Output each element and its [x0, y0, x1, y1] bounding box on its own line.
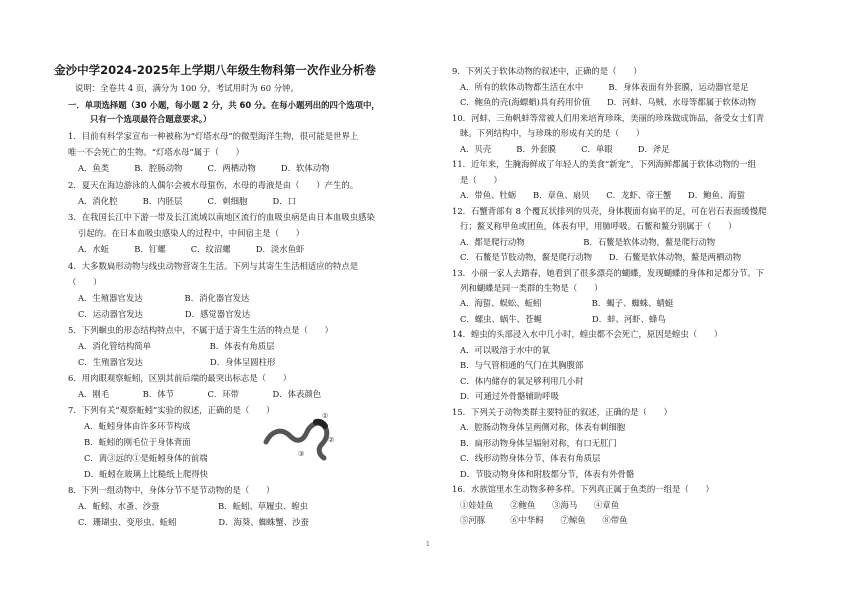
earthworm-figure [258, 412, 338, 464]
left-column-line: C．离③远的①是蚯蚓身体的前端 [84, 453, 208, 463]
right-column-line: 16．水族馆里水生动物多种多样。下列真正属于鱼类的一组是（ ） [452, 484, 714, 494]
left-column-line: 引起的。在日本血吸虫感染人的过程中，中间宿主是（ ） [78, 228, 305, 238]
right-column-line: A．贝壳 B．外套膜 C．单眼 D．斧足 [460, 144, 670, 154]
right-column-line: ⑤河豚 ⑥中华鲟 ⑦鲸鱼 ⑧带鱼 [460, 515, 628, 525]
left-column-line: A．刚毛 B．体节 C．环带 D．体表颜色 [78, 389, 322, 399]
left-column-line: C．生殖器官发达 D．身体呈圆柱形 [78, 357, 276, 367]
right-column-line: C．石鳖是节肢动物，鳌是爬行动物 D．石鳖是软体动物，鳌是两栖动物 [460, 252, 742, 262]
right-column-line: 12．石蟹背部有 8 个覆瓦状排列的贝壳，身体腹面有扁平的足，可在岩石表面缓慢爬 [452, 206, 767, 216]
left-column-line: 5．下列蛔虫的形态结构特点中，不属于适于寄生生活的特点是（ ） [68, 325, 333, 335]
right-column-line: C．体内储存的氧足够利用几小时 [460, 376, 584, 386]
left-column-line: D．蚯蚓在玻璃上比糙纸上爬得快 [84, 469, 208, 479]
right-column-line: ①娃娃鱼 ②鲍鱼 ③海马 ④章鱼 [460, 500, 620, 510]
right-column-line: 15．下列关于动物类群主要特征的叙述，正确的是（ ） [452, 407, 673, 417]
right-column-line: A．带鱼、牡蛎 B．章鱼、扇贝 C．龙虾、帝王蟹 D．鲍鱼、海蜇 [460, 190, 745, 200]
left-column-line: 6．用肉眼观察蚯蚓，区别其前后端的最突出标志是（ ） [68, 373, 292, 383]
left-column-line: A．消化腔 B．内胚层 C．刺细胞 D．口 [78, 196, 296, 206]
right-column-line: 列和蝴蝶是同一类群的生物是（ ） [460, 283, 603, 293]
right-column-line: 13．小丽一家人去踏春，她看到了很多漂亮的蝴蝶，发现蝴蝶的身体和足都分节。下 [452, 268, 765, 278]
right-column-line: 10．河蚌、三角帆蚌等常被人们用来培育珍珠，美丽的珍珠做成饰品，备受女士们青 [452, 113, 765, 123]
figure-label-2: ② [328, 436, 335, 444]
left-column-line: C．运动器官发达 D．感觉器官发达 [78, 309, 251, 319]
right-column-line: B．扁形动物身体呈辐射对称，有口无肛门 [460, 438, 617, 448]
right-column-line: 11．近年来，生腌海鲜成了年轻人的美食“新宠”。下列海鲜都属于软体动物的一组 [452, 159, 756, 169]
figure-label-3: ③ [298, 450, 305, 458]
left-column-line: A．水蚯 B．钉螺 C．纹沼螺 D．淡水鱼虾 [78, 244, 305, 254]
right-column-line: 9．下列关于软体动物的叙述中，正确的是（ ） [452, 66, 642, 76]
right-column-line: A．腔肠动物身体呈两侧对称，体表有刺细胞 [460, 422, 626, 432]
left-column-line: A．生殖器官发达 B．消化器官发达 [78, 293, 250, 303]
right-column-line: A．所有的软体动物都生活在水中 B．身体表面有外套膜，运动器官是足 [460, 82, 749, 92]
left-column-line: A．蚯蚓、水蚤、沙蚕 B．蚯蚓、草履虫、蝗虫 [78, 501, 308, 511]
left-column-line: 7．下列有关“观察蚯蚓”实验的叙述，正确的是（ ） [68, 405, 275, 415]
left-column-line: 只有一个选项最符合题意要求。） [90, 114, 212, 124]
left-column-line: 1．目前有科学家宣布一种被称为“灯塔水母”的微型海洋生物，很可能是世界上 [68, 131, 359, 141]
left-column-line: 4．大多数扁形动物与线虫动物营寄生生活。下列与其寄生生活相适应的特点是 [68, 261, 359, 271]
earthworm-body [266, 423, 327, 458]
right-column-line: 14．蝗虫的头部浸入水中几小时，蝗虫都不会死亡，原因是蝗虫（ ） [452, 329, 723, 339]
left-column-line: 8．下列一组动物中，身体分节不是节动物的是（ ） [68, 485, 275, 495]
right-column-line: 睐。下列结构中，与珍珠的形成有关的是（ ） [460, 128, 645, 138]
left-column-line: A．消化管结构简单 B．体表有角质层 [78, 341, 275, 351]
left-column-line: C．珊瑚虫、变形虫、蚯蚓 D．海葵、蜘蛛蟹、沙蚕 [78, 517, 309, 527]
left-column-line: 3．在我国长江中下游一带及长江流域以南地区流行的血吸虫病是由日本血吸虫感染 [68, 212, 375, 222]
right-column-line: C．鲍鱼的壳(海螵蛸)具有药用价值 D．河蚌、乌贼、水母等都属于软体动物 [460, 97, 757, 107]
left-column-line: （ ） [68, 277, 102, 287]
left-column-line: 唯一不会死亡的生物。“灯塔水母”属于（ ） [68, 147, 245, 157]
right-column-line: C．螺虫、蜗牛、苍蝇 D．蚌、河虾、蜂鸟 [460, 314, 666, 324]
right-column-line: A．都是爬行动物 B．石鳖是软体动物，鳌是爬行动物 [460, 237, 716, 247]
page-number: 1 [426, 541, 430, 548]
right-column-line: 行；鳌叉称甲鱼或团鱼，体表有甲，用肺呼吸。石鳖和鳌分别属于（ ） [460, 221, 737, 231]
left-column-line: B．蚯蚓的刚毛位于身体背面 [84, 437, 191, 447]
right-column-line: D．可通过外骨骼辅助呼吸 [460, 391, 559, 401]
right-column-line: A．海蜇、蜈蚣、蚯蚓 B．蝎子、蜘蛛、蜻蜓 [460, 298, 674, 308]
right-column-line: C．线形动物身体分节，体表有角质层 [460, 453, 601, 463]
right-column-line: 是（ ） [460, 175, 502, 185]
left-column-line: 说明：全卷共 4 页，满分为 100 分，考试用时为 60 分钟。 [75, 83, 299, 93]
right-column-line: A．可以吸溶于水中的氧 [460, 345, 550, 355]
left-column-line: 一．单项选择题（30 小题，每小题 2 分，共 60 分。在每小题列出的四个选项中， [68, 100, 380, 110]
right-column-line: B．与气管相通的气门在其胸腹部 [460, 360, 584, 370]
left-column-line: A．鱼类 B．腔肠动物 C．两栖动物 D．软体动物 [78, 163, 330, 173]
page-title: 金沙中学2024-2025年上学期八年级生物科第一次作业分析卷 [54, 63, 376, 77]
figure-label-1: ① [322, 412, 329, 420]
right-column-line: D．节肢动物身体和附肢都分节，体表有外骨骼 [460, 469, 635, 479]
left-column-line: 2．夏天在海边游泳的人偶尔会被水母蜇伤，水母的毒液是由（ ）产生的。 [68, 180, 359, 190]
left-column-line: A．蚯蚓身体由许多环节构成 [84, 421, 191, 431]
